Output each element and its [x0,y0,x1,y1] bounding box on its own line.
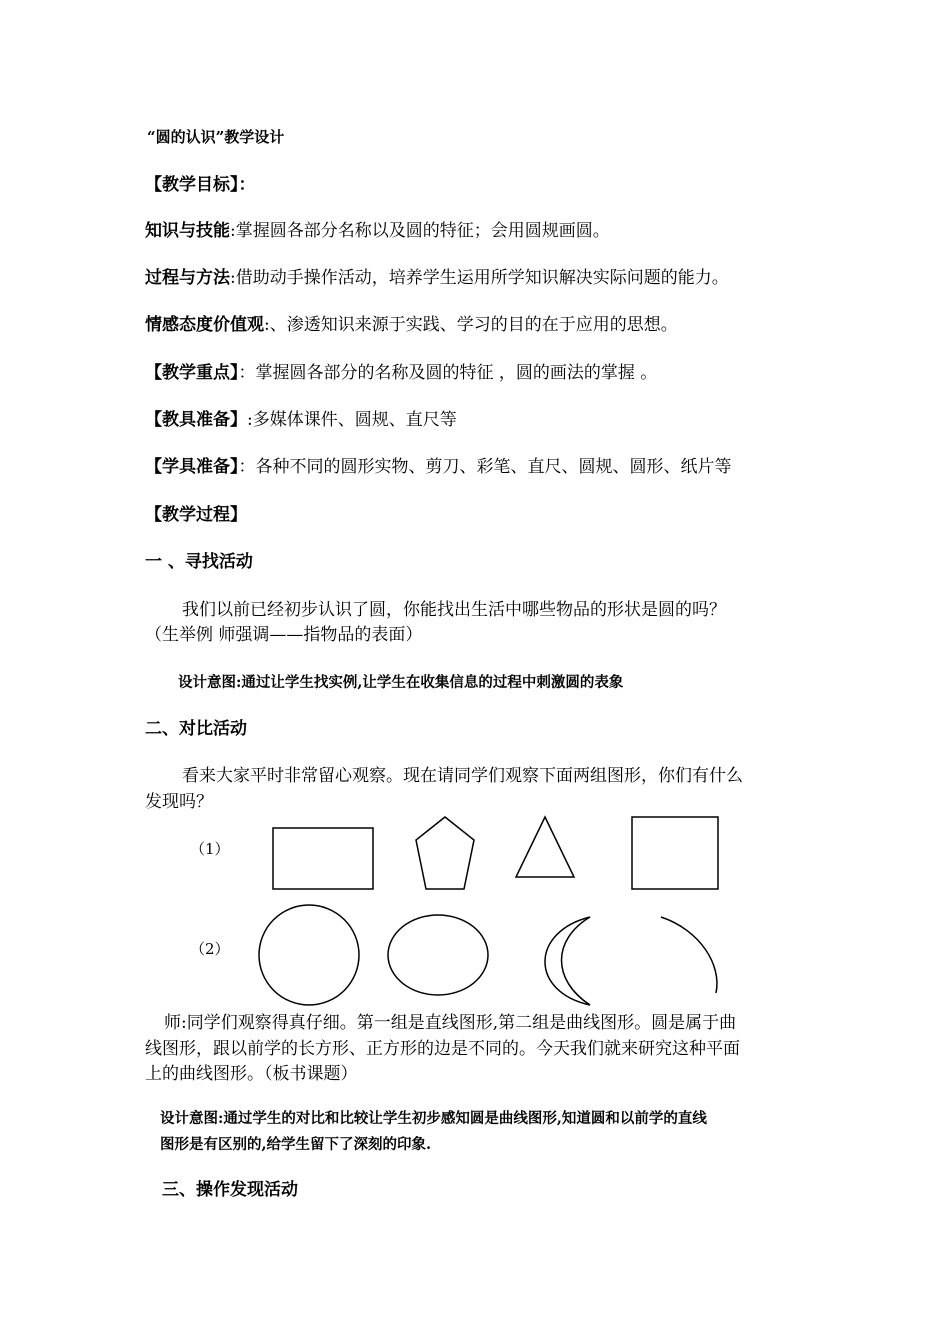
teacher-para-line3: 上的曲线图形。（板书课题） [145,1064,358,1084]
section2-heading: 二、对比活动 [145,719,247,739]
section1-line2: （生举例 师强调——指物品的表面） [145,625,423,645]
square-shape [632,817,718,889]
section1-intent: 设计意图:通过让学生找实例,让学生在收集信息的过程中刺激圆的表象 [178,674,624,691]
pentagon-shape [416,817,474,889]
section1-heading: 一 、寻找活动 [145,552,253,572]
teacher-para-line2: 线图形，跟以前学的长方形、正方形的边是不同的。今天我们就来研究这种平面 [145,1039,740,1059]
emotion-label: 情感态度价值观 [145,315,264,335]
document-title: “圆的认识”教学设计 [147,128,285,146]
knowledge-text: :掌握圆各部分名称以及圆的特征；会用圆规画圆。 [230,221,610,241]
teacher-tools-label: 【教具准备】 [145,410,247,430]
section1-line1: 我们以前已经初步认识了圆，你能找出生活中哪些物品的形状是圆的吗？ [182,600,726,620]
rectangle-shape [273,828,373,889]
circle-shape [259,905,359,1005]
section2-line1: 看来大家平时非常留心观察。现在请同学们观察下面两组图形，你们有什么 [182,766,743,786]
arc-shape [661,917,717,993]
triangle-shape [516,817,574,877]
key-points-label: 【教学重点】 [145,363,239,383]
teacher-para-line1: 师:同学们观察得真仔细。第一组是直线图形,第二组是曲线图形。圆是属于曲 [164,1013,737,1033]
ellipse-shape [388,915,488,995]
section2-line2: 发现吗？ [145,792,213,812]
group2-label: （2） [190,940,230,958]
knowledge-label: 知识与技能 [145,221,230,241]
student-tools-text: ：各种不同的圆形实物、剪刀、彩笔、直尺、圆规、圆形、纸片等 [238,457,732,477]
section2-intent-line2: 图形是有区别的,给学生留下了深刻的印象. [160,1136,432,1153]
group1-label: （1） [190,840,230,858]
student-tools-label: 【学具准备】 [145,457,239,477]
process-heading: 【教学过程】 [145,505,247,525]
teacher-tools-text: :多媒体课件、圆规、直尺等 [247,410,457,430]
crescent-shape [545,917,590,1005]
section3-heading: 三、操作发现活动 [162,1180,298,1200]
process-label: 过程与方法 [145,268,230,288]
process-text: :借助动手操作活动，培养学生运用所学知识解决实际问题的能力。 [230,268,729,288]
emotion-text: :、渗透知识来源于实践、学习的目的在于应用的思想。 [264,315,678,335]
key-points-text: ：掌握圆各部分的名称及圆的特征 ，圆的画法的掌握 。 [238,363,658,383]
section2-intent-line1: 设计意图:通过学生的对比和比较让学生初步感知圆是曲线图形,知道圆和以前学的直线 [160,1110,707,1127]
objectives-heading: 【教学目标】： [145,175,256,195]
